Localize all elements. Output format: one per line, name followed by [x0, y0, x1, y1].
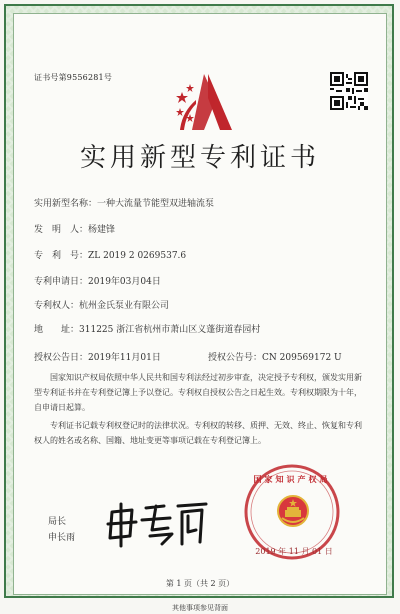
director-signature	[102, 500, 212, 548]
qr-code-icon	[330, 72, 368, 110]
field-label: 专利权人：	[34, 301, 80, 311]
grant-statement: 国家知识产权局依照中华人民共和国专利法经过初步审查，决定授予专利权，颁发实用新型专利证书并在专利登记簿上予以登记。专利权自授权公告之日起生效。专利权期限为十年，自申请日起算。	[34, 373, 362, 412]
grant-number	[208, 350, 342, 363]
field-label: 专 利 号：	[34, 251, 89, 261]
grant-number-value: CN 209569172 U	[262, 353, 342, 363]
field-value: 杨建锋	[88, 225, 116, 235]
field-label: 实用新型名称：	[34, 199, 98, 209]
footnote: 其他事项参见背面	[172, 604, 228, 612]
national-emblem-icon	[276, 494, 310, 528]
grant-number-label: 授权公告号：	[208, 353, 263, 363]
seal-text: 国家知识产权局	[253, 474, 331, 484]
field-label: 专利申请日：	[34, 277, 89, 287]
field-value: 杭州金氏泵业有限公司	[79, 301, 170, 311]
legal-status-note: 专利证书记载专利权登记时的法律状况。专利权的转移、质押、无效、终止、恢复和专利权人的姓名或名称、国籍、地址变更等事项记载在专利登记簿上。	[34, 421, 362, 445]
field-patent-number	[34, 248, 186, 261]
director-name: 申长雨	[48, 533, 76, 543]
field-patentee	[34, 298, 169, 311]
field-application-date	[34, 274, 161, 287]
certificate-number: 证书号第9556281号	[34, 73, 113, 82]
field-value: 311225 浙江省杭州市萧山区义蓬街道春园村	[79, 325, 261, 335]
field-address	[34, 322, 260, 335]
certificate-title: 实用新型专利证书	[79, 143, 320, 173]
grant-date	[34, 350, 161, 363]
cnipa-logo-icon	[174, 70, 238, 134]
field-label: 发 明 人：	[34, 225, 89, 235]
seal-date: 2019 年 11 月 01 日	[255, 547, 333, 556]
grant-date-value: 2019年11月01日	[88, 353, 161, 363]
field-value: 一种大流量节能型双进轴流泵	[97, 199, 215, 209]
grant-date-label: 授权公告日：	[34, 353, 89, 363]
field-value: 2019年03月04日	[88, 277, 161, 287]
field-inventor	[34, 222, 115, 235]
field-label: 地 址：	[34, 325, 80, 335]
page-number: 第 1 页（共 2 页）	[165, 579, 235, 588]
field-utility-model-name	[34, 196, 214, 209]
field-value: ZL 2019 2 0269537.6	[88, 251, 187, 261]
director-title: 局长	[48, 517, 67, 527]
